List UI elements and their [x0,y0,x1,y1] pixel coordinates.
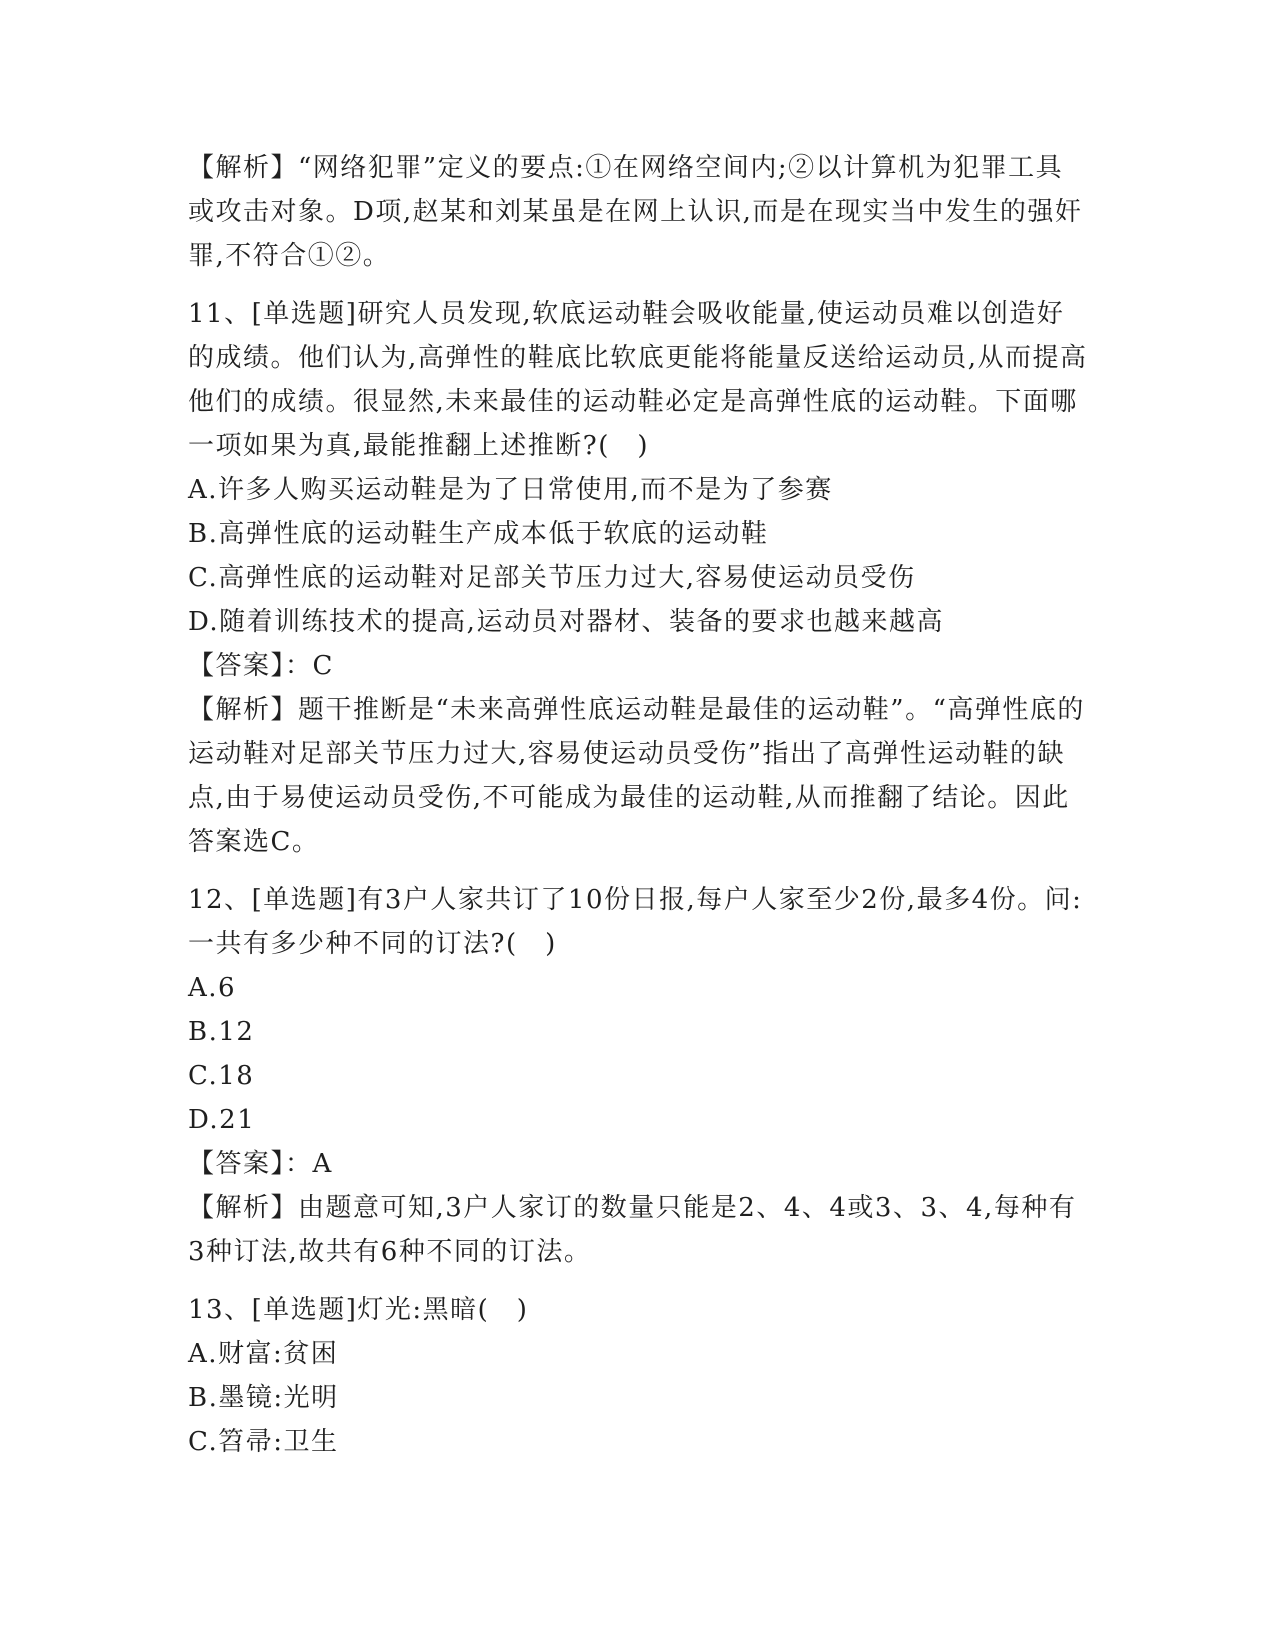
question-11-option-b: B.高弹性底的运动鞋生产成本低于软底的运动鞋 [188,519,769,549]
spacer [188,278,1088,292]
question-12-option-b: B.12 [188,1017,255,1047]
question-13-option-b: B.墨镜:光明 [188,1383,339,1413]
question-12-analysis: 【解析】由题意可知,3户人家订的数量只能是2、4、4或3、3、4,每种有3种订法,故共有6种不同的订法。 [188,1193,1077,1267]
question-11-option-c: C.高弹性底的运动鞋对足部关节压力过大,容易使运动员受伤 [188,563,916,593]
question-12-stem: 12、[单选题]有3户人家共订了10份日报,每户人家至少2份,最多4份。问:一共有多少种不同的订法?( ) [188,885,1083,959]
question-13 [188,1288,1088,1464]
question-11-analysis: 【解析】题干推断是“未来高弹性底运动鞋是最佳的运动鞋”。“高弹性底的运动鞋对足部关节压力过大,容易使运动员受伤”指出了高弹性运动鞋的缺点,由于易使运动员受伤,不可能成为最佳的运动鞋,从而推翻了结论。因此答案选C。 [188,695,1085,857]
question-12-option-d: D.21 [188,1105,256,1135]
analysis-prev-question: 【解析】“网络犯罪”定义的要点:①在网络空间内;②以计算机为犯罪工具或攻击对象。D项,赵某和刘某虽是在网上认识,而是在现实当中发生的强奸罪,不符合①②。 [188,153,1083,271]
question-11-answer: 【答案】：C [188,651,334,681]
question-11 [188,292,1088,864]
question-13-stem: 13、[单选题]灯光:黑暗( ) [188,1295,529,1325]
question-13-option-c: C.笤帚:卫生 [188,1427,339,1457]
question-11-stem: 11、[单选题]研究人员发现,软底运动鞋会吸收能量,使运动员难以创造好的成绩。他们认为,高弹性的鞋底比软底更能将能量反送给运动员,从而提高他们的成绩。很显然,未来最佳的运动鞋必定是高弹性底的运动鞋。下面哪一项如果为真,最能推翻上述推断?( ) [188,299,1088,461]
document-page [188,146,1088,1464]
spacer [188,864,1088,878]
question-12 [188,878,1088,1274]
spacer [188,1274,1088,1288]
question-12-option-a: A.6 [188,973,237,1003]
question-11-option-d: D.随着训练技术的提高,运动员对器材、装备的要求也越来越高 [188,607,944,637]
question-13-option-a: A.财富:贫困 [188,1339,339,1369]
question-12-answer: 【答案】：A [188,1149,333,1179]
question-12-option-c: C.18 [188,1061,255,1091]
question-11-option-a: A.许多人购买运动鞋是为了日常使用,而不是为了参赛 [188,475,833,505]
